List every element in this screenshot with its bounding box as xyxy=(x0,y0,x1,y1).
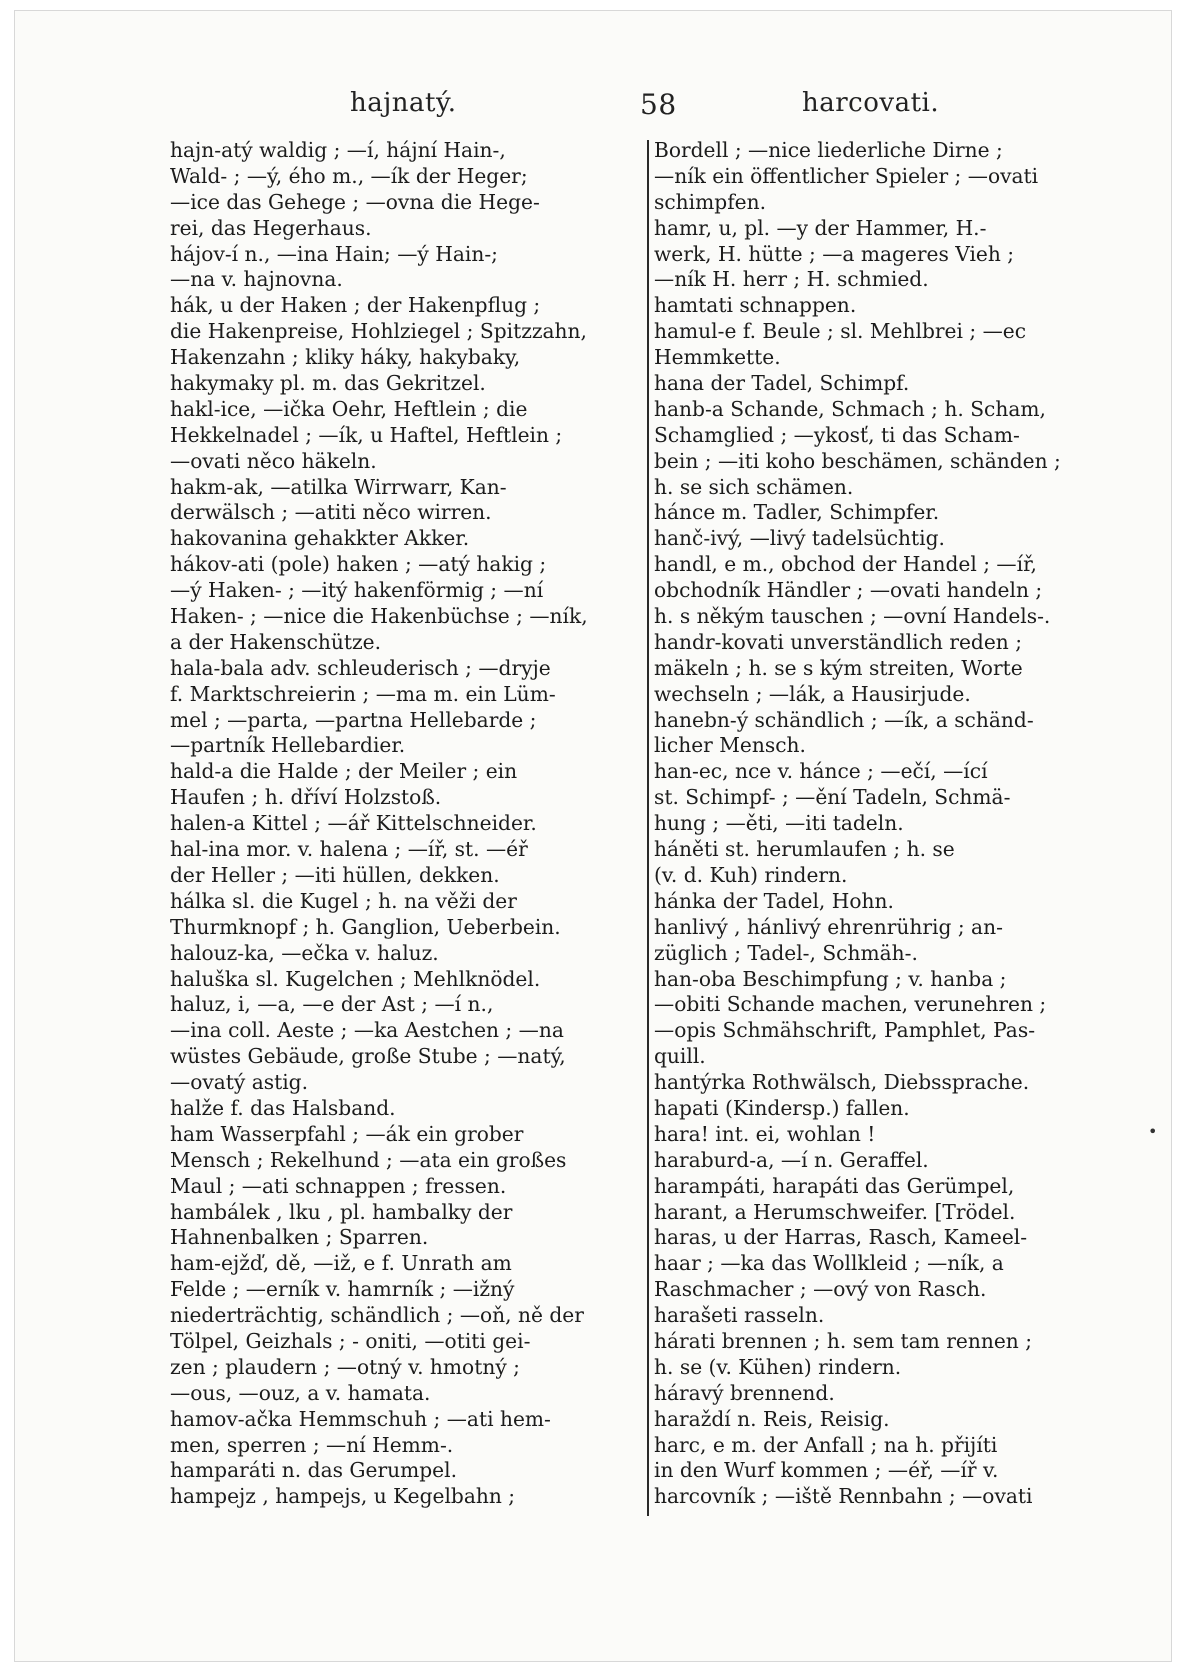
dictionary-line: hamr, u, pl. —y der Hammer, H.- xyxy=(654,215,987,240)
dictionary-line: h. se sich schämen. xyxy=(654,474,854,499)
dictionary-line: háravý brennend. xyxy=(654,1380,835,1405)
dictionary-line: han-oba Beschimpfung ; v. hanba ; xyxy=(654,966,1007,991)
dictionary-line: licher Mensch. xyxy=(654,733,806,758)
dictionary-line: Bordell ; —nice liederliche Dirne ; xyxy=(654,138,1003,162)
dictionary-line: schimpfen. xyxy=(654,189,767,214)
dictionary-line: harant, a Herumschweifer. [Trödel. xyxy=(654,1199,1016,1224)
dictionary-line: hambálek , lku , pl. hambalky der xyxy=(170,1199,513,1224)
dictionary-line: hárati brennen ; h. sem tam rennen ; xyxy=(654,1328,1032,1353)
dictionary-line: in den Wurf kommen ; —éř, —íř v. xyxy=(654,1458,999,1483)
dictionary-line: Hemmkette. xyxy=(654,345,781,370)
dictionary-line: halen-a Kittel ; —ář Kittelschneider. xyxy=(170,811,537,836)
dictionary-line: haraburd-a, —í n. Geraffel. xyxy=(654,1147,929,1172)
dictionary-line: handl, e m., obchod der Handel ; —íř, xyxy=(654,552,1037,577)
dictionary-line: Hahnenbalken ; Sparren. xyxy=(170,1225,429,1250)
dictionary-line: wüstes Gebäude, große Stube ; —natý, xyxy=(170,1044,566,1069)
dictionary-line: Wald- ; —ý, ého m., —ík der Heger; xyxy=(170,163,528,188)
dictionary-line: hung ; —ěti, —iti tadeln. xyxy=(654,811,904,836)
dictionary-line: Thurmknopf ; h. Ganglion, Ueberbein. xyxy=(170,914,561,939)
dictionary-line: niederträchtig, schändlich ; —oň, ně der xyxy=(170,1303,584,1328)
dictionary-line: hánce m. Tadler, Schimpfer. xyxy=(654,500,940,525)
dictionary-line: harcovník ; —iště Rennbahn ; —ovati xyxy=(654,1484,1033,1509)
dictionary-line: hald-a die Halde ; der Meiler ; ein xyxy=(170,759,518,784)
dictionary-line: Raschmacher ; —ový von Rasch. xyxy=(654,1277,987,1302)
dictionary-line: hanb-a Schande, Schmach ; h. Scham, xyxy=(654,396,1046,421)
dictionary-line: Hakenzahn ; kliky háky, hakybaky, xyxy=(170,345,521,370)
dictionary-line: handr-kovati unverständlich reden ; xyxy=(654,629,1023,654)
dictionary-line: die Hakenpreise, Hohlziegel ; Spitzzahn, xyxy=(170,319,587,344)
dictionary-line: derwälsch ; —atiti něco wirren. xyxy=(170,500,492,525)
dictionary-line: zen ; plaudern ; —otný v. hmotný ; xyxy=(170,1354,520,1379)
dictionary-line: hapati (Kindersp.) fallen. xyxy=(654,1095,910,1120)
dictionary-line: haar ; —ka das Wollkleid ; —ník, a xyxy=(654,1251,1004,1276)
dictionary-line: quill. xyxy=(654,1044,706,1069)
dictionary-line: ham-ejžď, dě, —iž, e f. Unrath am xyxy=(170,1251,512,1276)
dictionary-line: Tölpel, Geizhals ; - oniti, —otiti gei- xyxy=(170,1328,531,1353)
dictionary-line: —ice das Gehege ; —ovna die Hege- xyxy=(170,189,540,214)
page-number: 58 xyxy=(640,88,677,121)
dictionary-line: hanebn-ý schändlich ; —ík, a schänd- xyxy=(654,707,1034,732)
dictionary-line: h. se (v. Kühen) rindern. xyxy=(654,1354,902,1379)
dictionary-line: hakymaky pl. m. das Gekritzel. xyxy=(170,371,486,396)
dictionary-line: mel ; —parta, —partna Hellebarde ; xyxy=(170,707,537,732)
dictionary-line: hal-ina mor. v. halena ; —íř, st. —éř xyxy=(170,837,528,862)
dictionary-line: f. Marktschreierin ; —ma m. ein Lüm- xyxy=(170,681,556,706)
dictionary-line: der Heller ; —iti hüllen, dekken. xyxy=(170,862,500,887)
dictionary-line: werk, H. hütte ; —a mageres Vieh ; xyxy=(654,241,1015,266)
dictionary-line: hák, u der Haken ; der Hakenpflug ; xyxy=(170,293,541,318)
dictionary-line: halouz-ka, —ečka v. haluz. xyxy=(170,940,439,965)
dictionary-line: mäkeln ; h. se s kým streiten, Worte xyxy=(654,655,1023,680)
dictionary-line: Felde ; —erník v. hamrník ; —ižný xyxy=(170,1277,515,1302)
dictionary-line: hamov-ačka Hemmschuh ; —ati hem- xyxy=(170,1406,551,1431)
dictionary-line: hamtati schnappen. xyxy=(654,293,857,318)
dictionary-line: harc, e m. der Anfall ; na h. přijíti xyxy=(654,1432,998,1457)
dictionary-line: hara! int. ei, wohlan ! xyxy=(654,1121,876,1146)
dictionary-line: —opis Schmähschrift, Pamphlet, Pas- xyxy=(654,1018,1036,1043)
dictionary-line: hanlivý , hánlivý ehrenrührig ; an- xyxy=(654,914,1003,939)
dictionary-line: hakm-ak, —atilka Wirrwarr, Kan- xyxy=(170,474,507,499)
dictionary-line: —ník H. herr ; H. schmied. xyxy=(654,267,929,292)
dictionary-line: Haken- ; —nice die Hakenbüchse ; —ník, xyxy=(170,604,588,629)
dictionary-line: —obiti Schande machen, verunehren ; xyxy=(654,992,1047,1017)
dictionary-line: hamul-e f. Beule ; sl. Mehlbrei ; —ec xyxy=(654,319,1027,344)
dictionary-line: han-ec, nce v. hánce ; —ečí, —ící xyxy=(654,759,988,784)
dictionary-line: hamparáti n. das Gerumpel. xyxy=(170,1458,457,1483)
margin-mark: • xyxy=(1148,1122,1158,1141)
dictionary-line: hana der Tadel, Schimpf. xyxy=(654,371,910,396)
dictionary-line: hákov-ati (pole) haken ; —atý hakig ; xyxy=(170,552,547,577)
dictionary-line: haluška sl. Kugelchen ; Mehlknödel. xyxy=(170,966,541,991)
dictionary-line: Haufen ; h. dříví Holzstoß. xyxy=(170,785,442,810)
right-column xyxy=(654,138,1124,1510)
dictionary-line: —partník Hellebardier. xyxy=(170,733,406,758)
dictionary-line: haraždí n. Reis, Reisig. xyxy=(654,1406,890,1431)
dictionary-line: hálka sl. die Kugel ; h. na věži der xyxy=(170,888,517,913)
dictionary-line: haras, u der Harras, Rasch, Kameel- xyxy=(654,1225,1028,1250)
dictionary-line: —ý Haken- ; —itý hakenförmig ; —ní xyxy=(170,578,544,603)
dictionary-line: Maul ; —ati schnappen ; fressen. xyxy=(170,1173,507,1198)
dictionary-line: hanč-ivý, —livý tadelsüchtig. xyxy=(654,526,945,551)
dictionary-line: rei, das Hegerhaus. xyxy=(170,215,372,240)
dictionary-line: hajn-atý waldig ; —í, hájní Hain-, xyxy=(170,138,506,162)
dictionary-line: Mensch ; Rekelhund ; —ata ein großes xyxy=(170,1147,567,1172)
dictionary-line: a der Hakenschütze. xyxy=(170,629,381,654)
dictionary-line: —na v. hajnovna. xyxy=(170,267,343,292)
dictionary-line: haluz, i, —a, —e der Ast ; —í n., xyxy=(170,992,494,1017)
dictionary-line: hala-bala adv. schleuderisch ; —dryje xyxy=(170,655,551,680)
dictionary-line: —ina coll. Aeste ; —ka Aestchen ; —na xyxy=(170,1018,564,1043)
header-last-word: harcovati. xyxy=(802,88,940,118)
dictionary-line: st. Schimpf- ; —ění Tadeln, Schmä- xyxy=(654,785,1011,810)
header-first-word: hajnatý. xyxy=(350,88,457,118)
dictionary-line: züglich ; Tadel-, Schmäh-. xyxy=(654,940,918,965)
dictionary-line: —ník ein öffentlicher Spieler ; —ovati xyxy=(654,163,1039,188)
dictionary-line: ham Wasserpfahl ; —ák ein grober xyxy=(170,1121,524,1146)
dictionary-line: hájov-í n., —ina Hain; —ý Hain-; xyxy=(170,241,498,266)
column-divider xyxy=(647,140,649,1516)
dictionary-line: harašeti rasseln. xyxy=(654,1303,825,1328)
dictionary-line: —ous, —ouz, a v. hamata. xyxy=(170,1380,431,1405)
dictionary-line: —ovatý astig. xyxy=(170,1070,309,1095)
dictionary-line: háněti st. herumlaufen ; h. se xyxy=(654,837,955,862)
dictionary-line: Hekkelnadel ; —ík, u Haftel, Heftlein ; xyxy=(170,422,563,447)
dictionary-line: —ovati něco häkeln. xyxy=(170,448,377,473)
dictionary-line: hánka der Tadel, Hohn. xyxy=(654,888,894,913)
dictionary-line: (v. d. Kuh) rindern. xyxy=(654,862,848,887)
dictionary-line: h. s někým tauschen ; —ovní Handels-. xyxy=(654,604,1051,629)
dictionary-line: halže f. das Halsband. xyxy=(170,1095,396,1120)
left-column xyxy=(170,138,640,1510)
dictionary-line: hantýrka Rothwälsch, Diebssprache. xyxy=(654,1070,1030,1095)
dictionary-line: obchodník Händler ; —ovati handeln ; xyxy=(654,578,1043,603)
dictionary-line: hakl-ice, —ička Oehr, Heftlein ; die xyxy=(170,396,528,421)
dictionary-line: men, sperren ; —ní Hemm-. xyxy=(170,1432,454,1457)
dictionary-line: bein ; —iti koho beschämen, schänden ; xyxy=(654,448,1061,473)
dictionary-line: Schamglied ; —ykosť, ti das Scham- xyxy=(654,422,1020,447)
dictionary-line: wechseln ; —lák, a Hausirjude. xyxy=(654,681,971,706)
dictionary-line: harampáti, harapáti das Gerümpel, xyxy=(654,1173,1015,1198)
page-header xyxy=(160,88,1060,124)
dictionary-line: hakovanina gehakkter Akker. xyxy=(170,526,470,551)
dictionary-line: hampejz , hampejs, u Kegelbahn ; xyxy=(170,1484,516,1509)
